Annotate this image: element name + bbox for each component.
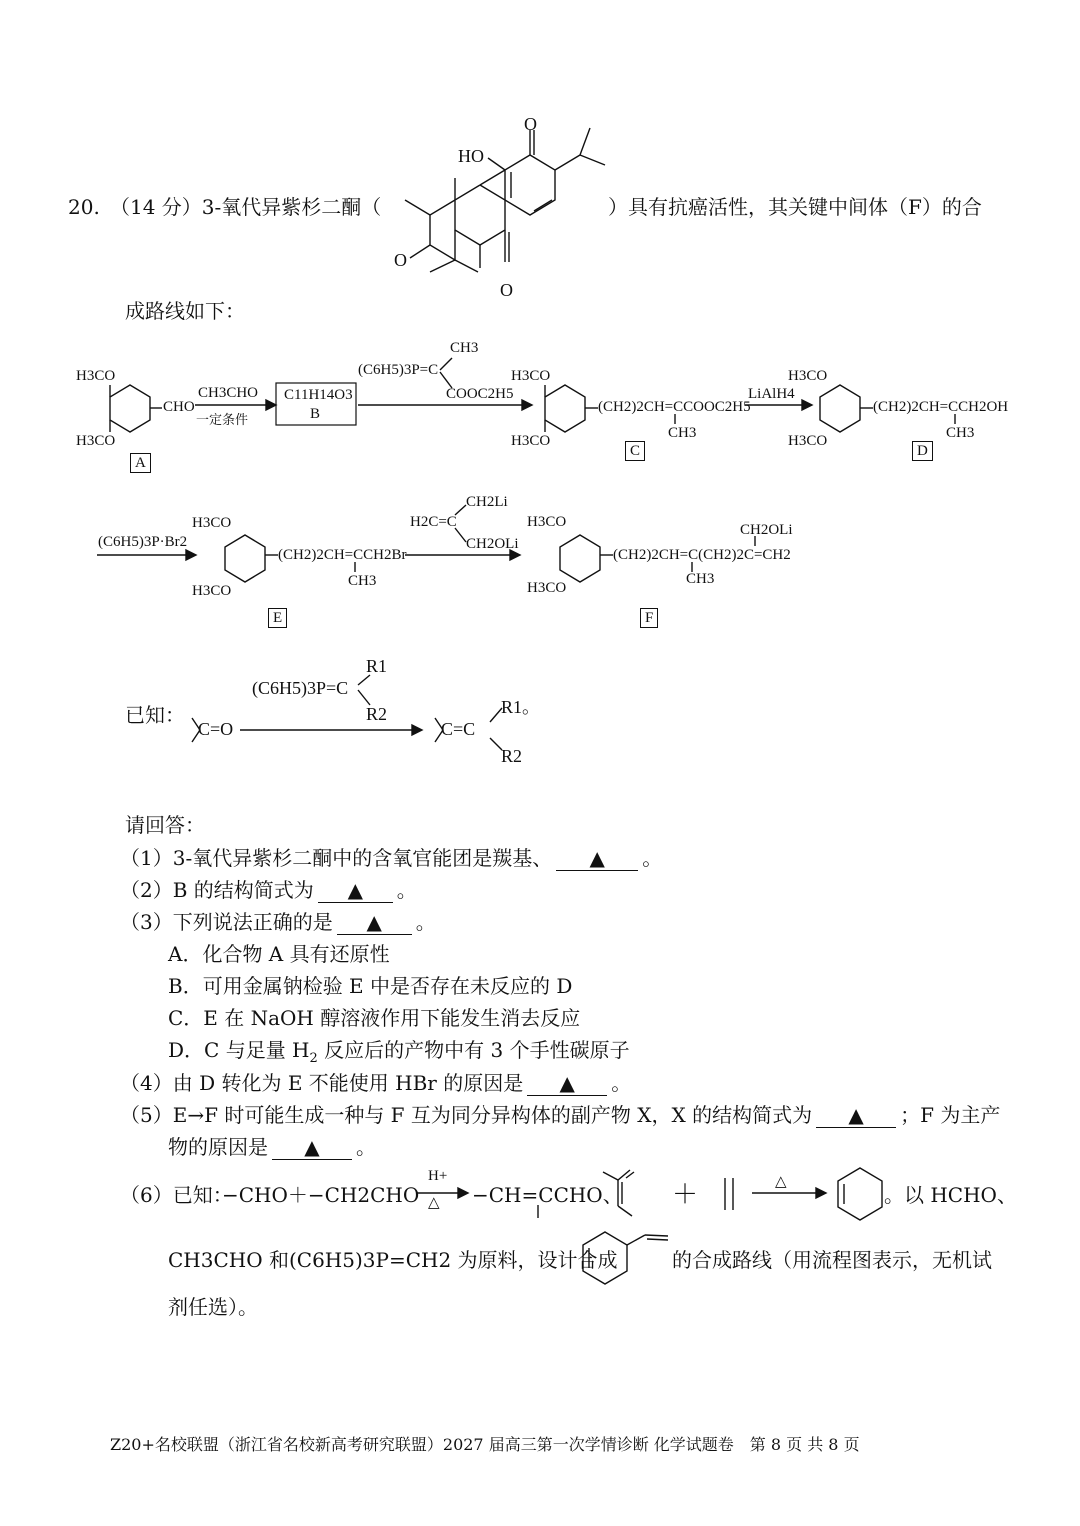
question-5-line2: 物的原因是 ▲ 。 (168, 1135, 376, 1159)
question-6-prefix: （6）已知： (120, 1183, 233, 1207)
answer-blank-1[interactable]: ▲ (556, 846, 638, 871)
step1-condition: 一定条件 (196, 413, 249, 428)
step3-reagent: LiAlH4 (748, 386, 795, 402)
A-substituent-top: H3CO (76, 368, 116, 384)
answer-blank-4[interactable]: ▲ (527, 1071, 607, 1096)
question-6-heat-1: △ (428, 1195, 440, 1211)
C-side-chain: (CH2)2CH=CCOOC2H5 (598, 399, 751, 415)
question-6-after: 。以 HCHO、 (884, 1183, 1017, 1207)
F-methyl: CH3 (686, 571, 715, 587)
option-c: C．E 在 NaOH 醇溶液作用下能发生消去反应 (168, 1006, 581, 1030)
question-intro-suffix: ）具有抗癌活性，其关键中间体（F）的合 (608, 195, 982, 219)
D-substituent-bottom: H3CO (788, 433, 828, 449)
option-a: A．化合物 A 具有还原性 (168, 942, 390, 966)
question-number: 20. (68, 195, 100, 219)
known-product-r2: R2 (501, 746, 523, 766)
C-substituent-bottom: H3CO (511, 433, 551, 449)
C-substituent-top: H3CO (511, 368, 551, 384)
question-5: （5）E→F 时可能生成一种与 F 互为同分异构体的副产物 X，X 的结构简式为 ▲ ；F 为主产 (120, 1103, 1001, 1127)
F-substituent-top: H3CO (527, 514, 567, 530)
answer-blank-5a[interactable]: ▲ (816, 1103, 896, 1128)
F-label: F (640, 608, 658, 628)
E-substituent-bottom: H3CO (192, 583, 232, 599)
known-reagent-r1: R1 (366, 656, 388, 676)
target-o-label-top: O (524, 114, 537, 134)
C-methyl: CH3 (668, 425, 697, 441)
E-methyl: CH3 (348, 573, 377, 589)
question-4: （4）由 D 转化为 E 不能使用 HBr 的原因是 ▲ 。 (120, 1071, 632, 1095)
step5-reagent-ch2oli: CH2OLi (466, 536, 519, 552)
questions-intro: 请回答： (125, 813, 205, 837)
F-substituent-bottom: H3CO (527, 580, 567, 596)
question-6-product: −CH=CCHO、 (472, 1183, 623, 1207)
A-substituent-bottom: H3CO (76, 433, 116, 449)
page-footer: Z20+名校联盟（浙江省名校新高考研究联盟）2027 届高三第一次学情诊断 化学试题卷 第 8 页 共 8 页 (110, 1435, 860, 1454)
question-intro-line2: 成路线如下： (125, 299, 245, 323)
F-ch2oli: CH2OLi (740, 522, 793, 538)
question-2: （2）B 的结构简式为 ▲ 。 (120, 878, 417, 902)
question-6-reactants: −CHO＋−CH2CHO (222, 1183, 420, 1207)
E-side-chain: (CH2)2CH=CCH2Br (278, 547, 407, 563)
question-6-line3: 剂任选）。 (168, 1295, 258, 1319)
target-o-label-left: O (394, 250, 407, 270)
known-product-r1: R1。 (501, 697, 541, 717)
known-label: 已知： (125, 703, 185, 727)
step4-reagent: (C6H5)3P·Br2 (98, 534, 188, 550)
answer-blank-3[interactable]: ▲ (337, 910, 412, 935)
known-reagent: (C6H5)3P=C (252, 678, 349, 698)
D-label: D (912, 441, 933, 461)
step2-reagent: (C6H5)3P=C (358, 362, 439, 378)
target-ho-label: HO (458, 146, 484, 166)
A-label: A (130, 453, 151, 473)
C-label: C (625, 441, 645, 461)
step5-reagent-ch2li: CH2Li (466, 494, 508, 510)
B-label: B (310, 406, 321, 422)
known-product: C=C (441, 719, 476, 739)
question-6-line2-a: CH3CHO 和(C6H5)3P=CH2 为原料，设计合成 (168, 1248, 618, 1272)
F-side-chain: (CH2)2CH=C(CH2)2C=CH2 (613, 547, 791, 563)
D-methyl: CH3 (946, 425, 975, 441)
D-side-chain: (CH2)2CH=CCH2OH (873, 399, 1009, 415)
question-3: （3）下列说法正确的是 ▲ 。 (120, 910, 436, 934)
option-b: B．可用金属钠检验 E 中是否存在未反应的 D (168, 974, 573, 998)
question-1: （1）3-氧代异紫杉二酮中的含氧官能团是羰基、 ▲ 。 (120, 846, 663, 870)
target-o-label-bottom: O (500, 280, 513, 300)
step1-reagent: CH3CHO (198, 385, 259, 401)
known-reactant: C=O (198, 719, 234, 739)
question-6-line2-b: 的合成路线（用流程图表示，无机试 (672, 1248, 992, 1272)
A-aldehyde: CHO (163, 399, 195, 415)
answer-blank-5b[interactable]: ▲ (272, 1135, 352, 1160)
question-6-heat-2: △ (775, 1174, 787, 1190)
step2-reagent-methyl: CH3 (450, 340, 479, 356)
E-label: E (268, 608, 287, 628)
D-substituent-top: H3CO (788, 368, 828, 384)
E-substituent-top: H3CO (192, 515, 232, 531)
option-d: D．C 与足量 $H_2$ 反应后的产物中有 3 个手性碳原子 (168, 1038, 630, 1066)
question-intro-prefix: （14 分）3-氧代异紫杉二酮（ (110, 195, 382, 219)
step2-reagent-ester: COOC2H5 (446, 386, 514, 402)
answer-blank-2[interactable]: ▲ (318, 878, 393, 903)
question-6-plus: ＋ (672, 1180, 699, 1210)
B-formula: C11H14O3 (284, 387, 353, 403)
question-6-catalyst: H+ (428, 1168, 448, 1184)
step5-reagent: H2C=C (410, 514, 457, 530)
known-reagent-r2: R2 (366, 704, 388, 724)
